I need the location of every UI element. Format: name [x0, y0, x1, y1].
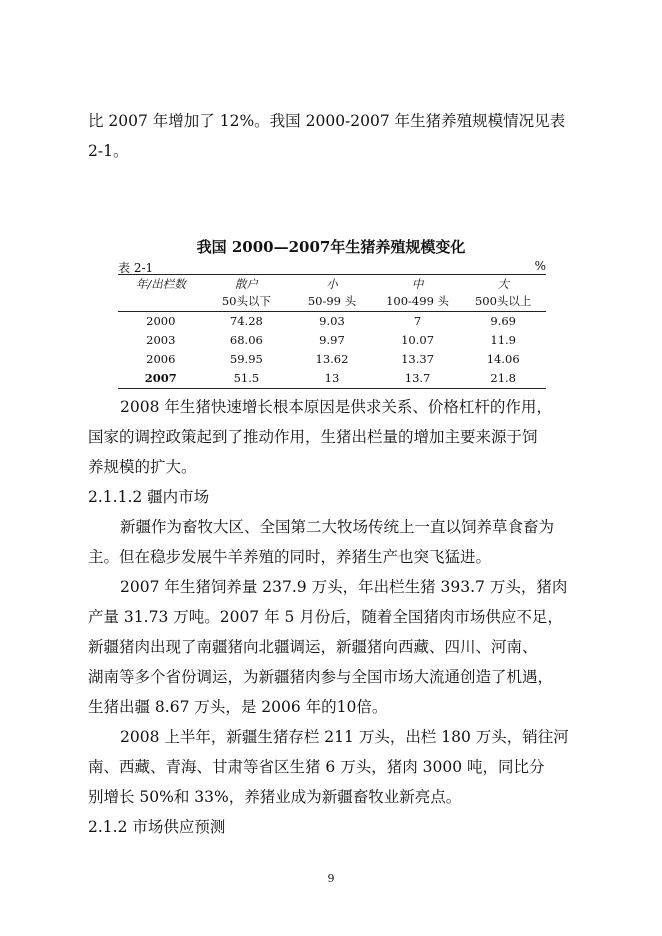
paragraph-line: 2008 上半年，新疆生猪存栏 211 万头，出栏 180 万头，销往河 — [120, 728, 569, 746]
header-large: 大 — [460, 275, 546, 294]
subheader-medium: 100-499 头 — [375, 293, 461, 312]
page-number: 9 — [327, 872, 335, 885]
table-unit: % — [534, 259, 546, 273]
table-cell: 11.9 — [490, 333, 516, 347]
table-cell: 2003 — [146, 333, 176, 347]
paragraph-line: 产量 31.73 万吨。2007 年 5 月份后，随着全国猪肉市场供应不足， — [88, 608, 563, 626]
header-retail: 散户 — [204, 275, 290, 294]
scale-table — [118, 274, 546, 389]
paragraph-line: 新疆猪肉出现了南疆猪向北疆调运，新疆猪向西藏、四川、河南、 — [88, 638, 538, 656]
subheader-retail: 50头以下 — [204, 293, 290, 312]
subheader-year — [118, 293, 204, 312]
table-cell: 13.62 — [315, 352, 349, 366]
table-cell: 21.8 — [460, 369, 546, 389]
paragraph-line: 南、西藏、青海、甘肃等省区生猪 6 万头，猪肉 3000 吨，同比分 — [88, 758, 545, 776]
subheader-large: 500头以上 — [460, 293, 546, 312]
intro-line-2: 2-1。 — [88, 142, 129, 160]
section-heading: 2.1.1.2 疆内市场 — [88, 488, 210, 506]
table-cell: 13 — [289, 369, 375, 389]
table-label: 表 2-1 — [118, 261, 154, 275]
table-cell: 2007 — [118, 369, 204, 389]
header-small: 小 — [289, 275, 375, 294]
header-year: 年/出栏数 — [118, 275, 204, 294]
table-cell: 14.06 — [486, 352, 520, 366]
table-row — [118, 369, 546, 389]
intro-line-1: 比 2007 年增加了 12%。我国 2000-2007 年生猪养殖规模情况见表 — [88, 112, 566, 130]
subheader-small: 50-99 头 — [289, 293, 375, 312]
table-cell: 7 — [413, 314, 422, 328]
paragraph-line: 新疆作为畜牧大区、全国第二大牧场传统上一直以饲养草食畜为 — [120, 518, 555, 536]
table-cell: 9.03 — [319, 314, 345, 328]
table-cell: 10.07 — [401, 333, 435, 347]
table-row — [118, 312, 546, 332]
table-row — [118, 350, 546, 369]
table-cell: 9.69 — [490, 314, 516, 328]
paragraph-line: 国家的调控政策起到了推动作用，生猪出栏量的增加主要来源于饲 — [88, 428, 538, 446]
table-cell: 68.06 — [229, 333, 263, 347]
paragraph-line: 别增长 50%和 33%，养猪业成为新疆畜牧业新亮点。 — [88, 788, 462, 806]
paragraph-line: 2007 年生猪饲养量 237.9 万头，年出栏生猪 393.7 万头，猪肉 — [120, 578, 568, 596]
header-medium: 中 — [375, 275, 461, 294]
section-heading: 2.1.2 市场供应预测 — [88, 818, 226, 836]
paragraph-line: 主。但在稳步发展牛羊养殖的同时，养猪生产也突飞猛进。 — [88, 548, 492, 566]
table-cell: 2000 — [146, 314, 176, 328]
table-cell: 13.7 — [375, 369, 461, 389]
table-cell: 51.5 — [204, 369, 290, 389]
paragraph-line: 养规模的扩大。 — [88, 458, 197, 476]
paragraph-line: 生猪出疆 8.67 万头，是 2006 年的10倍。 — [88, 698, 388, 716]
paragraph-line: 2008 年生猪快速增长根本原因是供求关系、价格杠杆的作用， — [120, 398, 552, 416]
table-cell: 74.28 — [229, 314, 263, 328]
table-row — [118, 331, 546, 350]
table-title: 我国 2000—2007年生猪养殖规模变化 — [196, 238, 466, 256]
table-cell: 59.95 — [229, 352, 263, 366]
paragraph-line: 湖南等多个省份调运，为新疆猪肉参与全国市场大流通创造了机遇， — [88, 668, 554, 686]
table-cell: 9.97 — [319, 333, 345, 347]
table-cell: 13.37 — [401, 352, 435, 366]
table-cell: 2006 — [146, 352, 176, 366]
